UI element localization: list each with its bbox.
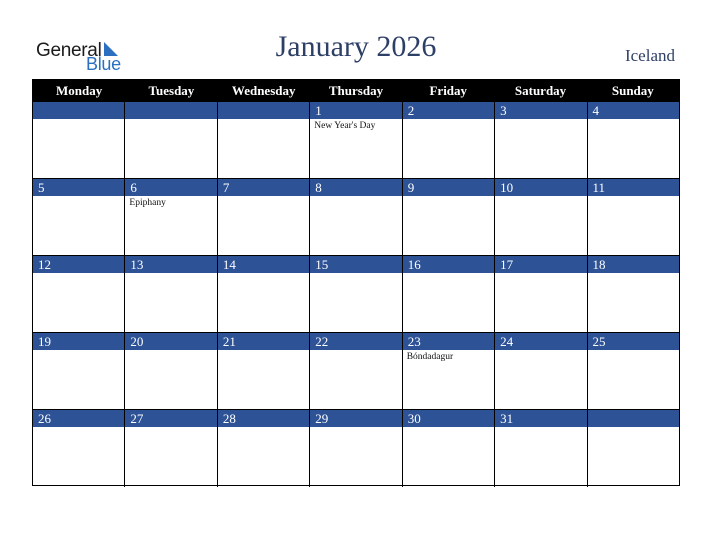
- holiday-label: [495, 350, 586, 352]
- day-cell: [588, 102, 679, 179]
- day-cell: [125, 333, 217, 410]
- day-cell: [33, 256, 125, 333]
- day-cell: [310, 410, 402, 487]
- day-cell: [310, 256, 402, 333]
- day-cell: [125, 410, 217, 487]
- day-number: 12: [33, 256, 124, 273]
- day-cell: [218, 410, 310, 487]
- holiday-label: [495, 427, 586, 429]
- day-cell: [33, 410, 125, 487]
- day-cell: [125, 179, 217, 256]
- week-row: [33, 102, 679, 179]
- weeks-container: [33, 102, 679, 487]
- day-number: 17: [495, 256, 586, 273]
- day-number: 26: [33, 410, 124, 427]
- day-cell: [403, 102, 495, 179]
- day-cell: [218, 256, 310, 333]
- day-number: 25: [588, 333, 679, 350]
- week-row: [33, 256, 679, 333]
- holiday-label: [218, 273, 309, 275]
- holiday-label: [125, 350, 216, 352]
- day-number: 27: [125, 410, 216, 427]
- calendar-grid: [32, 79, 680, 486]
- holiday-label: [125, 273, 216, 275]
- weekday-thursday: Thursday: [328, 83, 384, 98]
- holiday-label: [218, 119, 309, 121]
- calendar-title: January 2026: [275, 30, 437, 63]
- day-cell: [495, 256, 587, 333]
- holiday-label: [403, 273, 494, 275]
- day-cell: [310, 333, 402, 410]
- day-number: 23: [403, 333, 494, 350]
- day-cell: [588, 333, 679, 410]
- week-row: [33, 410, 679, 487]
- holiday-label: [588, 350, 679, 352]
- day-number: 30: [403, 410, 494, 427]
- weekday-header-row: [33, 80, 679, 102]
- day-number: 21: [218, 333, 309, 350]
- country-label: Iceland: [624, 46, 675, 65]
- day-cell: [403, 179, 495, 256]
- holiday-label: [33, 273, 124, 275]
- day-cell: [588, 410, 679, 487]
- weekday-tuesday: Tuesday: [148, 83, 195, 98]
- weekday-friday: Friday: [429, 83, 468, 98]
- week-row: [33, 179, 679, 256]
- weekday-monday: Monday: [56, 83, 103, 98]
- holiday-label: [310, 196, 401, 198]
- day-cell: [403, 410, 495, 487]
- day-number: 2: [403, 102, 494, 119]
- day-number: 5: [33, 179, 124, 196]
- logo-word-general: General: [36, 40, 102, 61]
- holiday-label: [218, 427, 309, 429]
- day-number: [33, 102, 124, 119]
- day-cell: [218, 333, 310, 410]
- holiday-label: [218, 196, 309, 198]
- day-number: 19: [33, 333, 124, 350]
- logo-word-blue: Blue: [86, 54, 121, 74]
- day-number: 22: [310, 333, 401, 350]
- day-number: 14: [218, 256, 309, 273]
- day-number: 8: [310, 179, 401, 196]
- day-cell: [33, 102, 125, 179]
- day-number: [218, 102, 309, 119]
- holiday-label: [218, 350, 309, 352]
- day-number: 11: [588, 179, 679, 196]
- holiday-label: Epiphany: [129, 198, 166, 208]
- day-cell: [33, 333, 125, 410]
- day-cell: [125, 256, 217, 333]
- holiday-label: Bóndadagur: [406, 352, 454, 362]
- holiday-label: [33, 427, 124, 429]
- day-cell: [403, 333, 495, 410]
- day-number: [125, 102, 216, 119]
- holiday-label: [403, 196, 494, 198]
- day-number: 6: [125, 179, 216, 196]
- holiday-label: [310, 273, 401, 275]
- weekday-saturday: Saturday: [514, 83, 567, 98]
- day-cell: [125, 102, 217, 179]
- day-number: 3: [495, 102, 586, 119]
- day-cell: [310, 102, 402, 179]
- day-cell: [588, 256, 679, 333]
- day-cell: [218, 179, 310, 256]
- day-cell: [33, 179, 125, 256]
- day-number: 29: [310, 410, 401, 427]
- holiday-label: [588, 119, 679, 121]
- day-cell: [218, 102, 310, 179]
- holiday-label: [495, 119, 586, 121]
- day-number: 20: [125, 333, 216, 350]
- day-number: 9: [403, 179, 494, 196]
- day-number: 16: [403, 256, 494, 273]
- day-number: 18: [588, 256, 679, 273]
- day-cell: [495, 102, 587, 179]
- day-number: 7: [218, 179, 309, 196]
- holiday-label: [33, 350, 124, 352]
- day-number: 1: [310, 102, 401, 119]
- holiday-label: [310, 350, 401, 352]
- holiday-label: [588, 196, 679, 198]
- holiday-label: [588, 273, 679, 275]
- day-number: [588, 410, 679, 427]
- holiday-label: [125, 427, 216, 429]
- day-number: 4: [588, 102, 679, 119]
- day-number: 28: [218, 410, 309, 427]
- holiday-label: [125, 119, 216, 121]
- holiday-label: [33, 196, 124, 198]
- day-number: 24: [495, 333, 586, 350]
- day-cell: [495, 410, 587, 487]
- day-number: 10: [495, 179, 586, 196]
- holiday-label: New Year's Day: [314, 121, 376, 131]
- holiday-label: [403, 427, 494, 429]
- day-cell: [310, 179, 402, 256]
- day-cell: [588, 179, 679, 256]
- day-number: 15: [310, 256, 401, 273]
- holiday-label: [495, 273, 586, 275]
- holiday-label: [403, 119, 494, 121]
- day-cell: [495, 333, 587, 410]
- day-number: 13: [125, 256, 216, 273]
- day-cell: [403, 256, 495, 333]
- weekday-sunday: Sunday: [611, 83, 654, 98]
- week-row: [33, 333, 679, 410]
- day-number: 31: [495, 410, 586, 427]
- holiday-label: [588, 427, 679, 429]
- holiday-label: [495, 196, 586, 198]
- holiday-label: [33, 119, 124, 121]
- weekday-wednesday: Wednesday: [231, 83, 296, 98]
- day-cell: [495, 179, 587, 256]
- holiday-label: [310, 427, 401, 429]
